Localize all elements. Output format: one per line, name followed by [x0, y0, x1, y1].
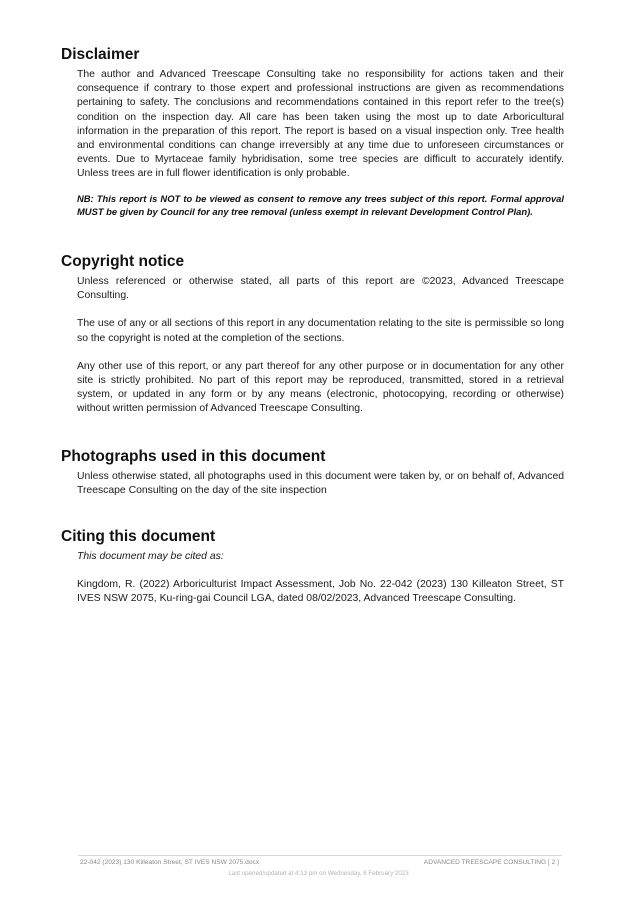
footer-divider — [78, 855, 562, 856]
citing-heading: Citing this document — [61, 528, 216, 545]
citing-section — [61, 528, 564, 607]
citation-text: Kingdom, R. (2022) Arboriculturist Impact Assessment, Job No. 22-042 (2023) 130 Killeaton Street, ST IVES NSW 2075, Ku-ring-gai Council LGA, dated 08/02/2023, Advanced Treescape Consulting. — [77, 579, 564, 605]
copyright-paragraph-1: Unless referenced or otherwise stated, all parts of this report are ©2023, Advanced Treescape Consulting. — [77, 276, 564, 302]
copyright-paragraph-3: Any other use of this report, or any part thereof for any other purpose or in documentation for any other site is strictly prohibited. No part of this report may be reproduced, transmitted, stored in a retrieval system, or updated in any form or by any means (electronic, photocopying, recording or otherwise) without written permission of Advanced Treescape Consulting. — [77, 360, 564, 415]
photographs-body: Unless otherwise stated, all photographs used in this document were taken by, or on behalf of, Advanced Treescape Consulting on the day of the site inspection — [77, 471, 564, 497]
copyright-section — [61, 253, 564, 417]
disclaimer-heading: Disclaimer — [61, 46, 140, 63]
copyright-paragraph-2: The use of any or all sections of this report in any documentation relating to the site is permissible so long so the copyright is noted at the completion of the sections. — [77, 318, 564, 344]
copyright-heading: Copyright notice — [61, 253, 185, 270]
footer-page-label: ADVANCED TREESCAPE CONSULTING [ 2 ] — [423, 859, 559, 866]
disclaimer-note: NB: This report is NOT to be viewed as consent to remove any trees subject of this report. Formal approval MUST be given by Council for any tree removal (unless exempt in relevant Development Control Plan). — [77, 192, 564, 218]
photographs-heading: Photographs used in this document — [61, 448, 326, 465]
footer-updated-timestamp: Last opened/updated at 4:13 pm on Wednesday, 8 February 2023 — [228, 870, 409, 877]
footer-filename: 22-042 (2023) 130 Killeaton Street, ST IVES NSW 2075.docx — [80, 859, 260, 866]
photographs-section — [61, 448, 564, 498]
disclaimer-section — [61, 46, 564, 218]
disclaimer-body: The author and Advanced Treescape Consulting take no responsibility for actions taken and their consequence if contrary to those expert and professional instructions are given as recommendations pertaining to safety. The conclusions and recommendations contained in this report refer to the tree(s) condition on the inspection day. All care has been taken using the most up to date Arboricultural information in the preparation of this report. The report is based on a visual inspection only. Tree health and environmental conditions can change irreversibly at any time due to unforeseen circumstances or events. Due to Myrtaceae family hybridisation, some tree species are difficult to accurately identify. Unless trees are in full flower identification is only probable. — [77, 69, 564, 180]
citing-intro: This document may be cited as: — [77, 551, 224, 562]
